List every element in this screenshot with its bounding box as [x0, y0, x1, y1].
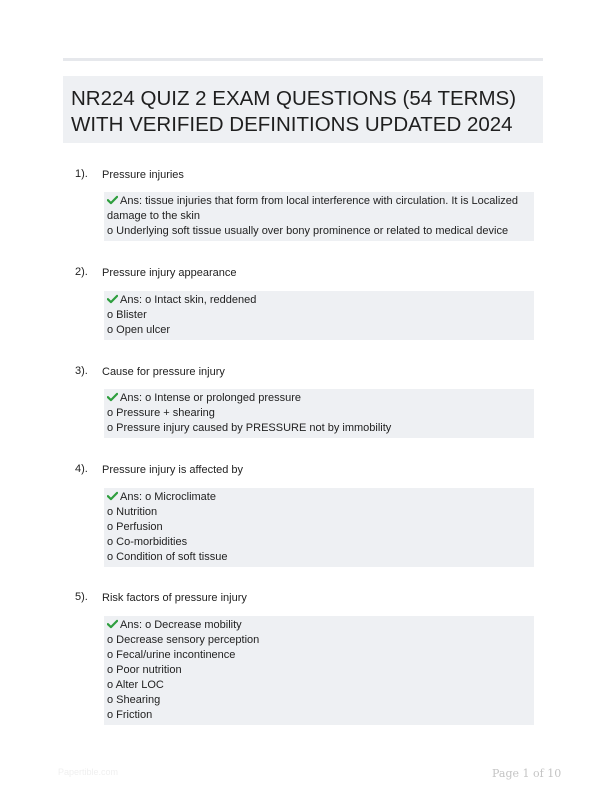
answer-line: Ans: o Decrease mobility — [107, 618, 530, 633]
answer-box — [104, 616, 534, 725]
answer-line: o Pressure + shearing — [107, 407, 215, 419]
answer-box — [104, 488, 534, 567]
answer-line: Ans: o Microclimate — [107, 490, 530, 505]
question-number: 1). — [75, 168, 88, 180]
question-term: Risk factors of pressure injury — [102, 592, 247, 604]
answer-line: o Pressure injury caused by PRESSURE not by immobility — [107, 422, 392, 434]
answer-line: o Perfusion — [107, 521, 163, 533]
answer-line: o Co-morbidities — [107, 536, 188, 548]
question-term: Cause for pressure injury — [102, 366, 225, 378]
document-title — [63, 76, 543, 143]
answer-box — [104, 192, 534, 241]
answer-line: o Fecal/urine incontinence — [107, 649, 236, 661]
question-term: Pressure injury appearance — [102, 267, 237, 279]
question-term: Pressure injury is affected by — [102, 464, 244, 476]
question-term: Pressure injuries — [102, 169, 184, 181]
question-number: 3). — [75, 365, 88, 377]
check-icon — [107, 195, 118, 205]
answer-line: o Friction — [107, 709, 153, 721]
title-line-1: NR224 QUIZ 2 EXAM QUESTIONS (54 TERMS) — [71, 87, 517, 110]
top-divider — [63, 58, 543, 61]
answer-line: o Shearing — [107, 694, 161, 706]
answer-line: o Blister — [107, 309, 147, 321]
check-icon — [107, 294, 118, 304]
title-line-2: WITH VERIFIED DEFINITIONS UPDATED 2024 — [71, 113, 513, 136]
answer-line: o Nutrition — [107, 506, 158, 518]
check-icon — [107, 491, 118, 501]
answer-line: Ans: tissue injuries that form from local interference with circulation. It is Localized — [107, 194, 530, 209]
answer-line: o Decrease sensory perception — [107, 634, 260, 646]
answer-line: o Underlying soft tissue usually over bony prominence or related to medical device — [107, 225, 509, 237]
question-number: 4). — [75, 463, 88, 475]
footer-watermark: Papertible.com — [58, 767, 119, 777]
answer-box — [104, 291, 534, 340]
answer-box — [104, 389, 534, 438]
check-icon — [107, 619, 118, 629]
question-number: 2). — [75, 266, 88, 278]
answer-line: o Open ulcer — [107, 324, 170, 336]
check-icon — [107, 392, 118, 402]
answer-line: Ans: o Intense or prolonged pressure — [107, 391, 530, 406]
answer-line: damage to the skin — [107, 210, 200, 222]
page-indicator: Page 1 of 10 — [492, 767, 562, 780]
answer-line: o Condition of soft tissue — [107, 551, 228, 563]
answer-line: Ans: o Intact skin, reddened — [107, 293, 530, 308]
question-number: 5). — [75, 591, 88, 603]
answer-line: o Alter LOC — [107, 679, 164, 691]
answer-line: o Poor nutrition — [107, 664, 182, 676]
